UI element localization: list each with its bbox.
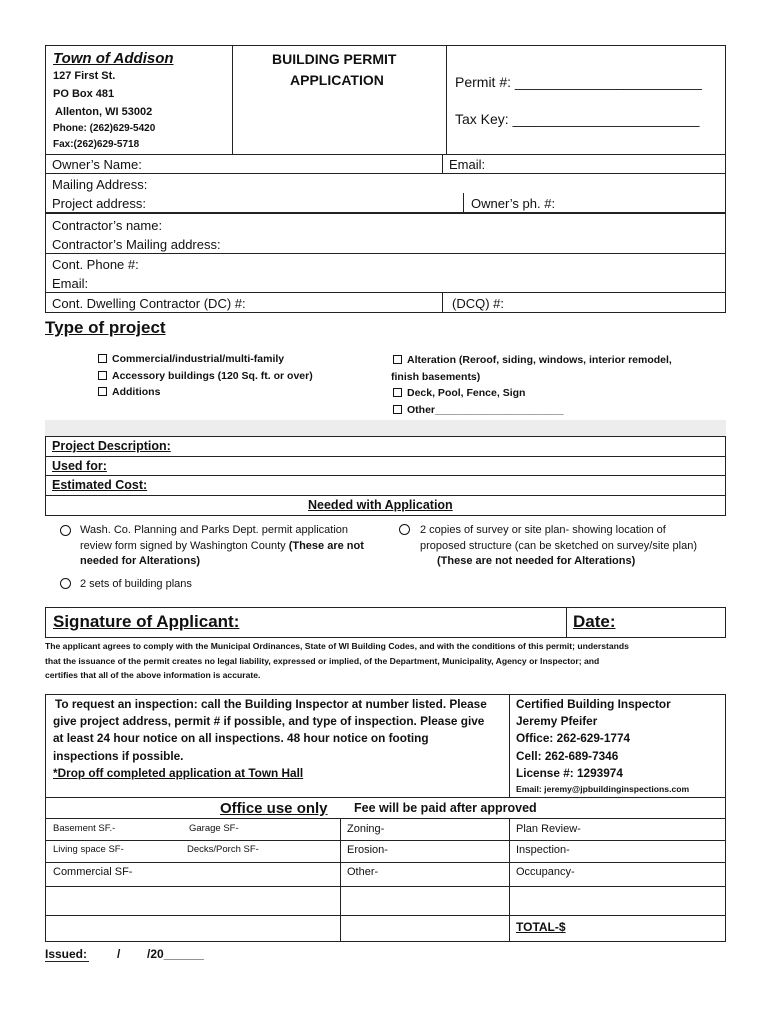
inspection-instructions-line1: To request an inspection: call the Building Inspector at number listed. Please [55,697,487,711]
needed-item-survey-line3: (These are not needed for Alterations) [437,555,636,567]
option-accessory-label: Accessory buildings (120 Sq. ft. or over) [112,370,313,382]
zoning-field[interactable]: Zoning- [347,823,385,835]
agreement-text-line3: certifies that all of the above information is accurate. [45,670,261,680]
checkbox-icon[interactable] [98,371,107,380]
needed-item-county-form-line2 [80,541,364,552]
needed-item-building-plans: 2 sets of building plans [80,578,192,590]
dwelling-contractor-field[interactable]: Cont. Dwelling Contractor (DC) #: [52,296,246,311]
needed-item-county-form-note: (These are not [288,540,364,552]
decks-porch-sf-field[interactable]: Decks/Porch SF- [187,844,259,855]
erosion-field[interactable]: Erosion- [347,844,388,856]
dcq-field[interactable]: (DCQ) #: [452,296,504,311]
checkbox-icon[interactable] [393,405,402,414]
inspector-license: License #: 1293974 [516,766,623,780]
owner-name-field[interactable]: Owner’s Name: [52,157,142,172]
town-address-line3: Allenton, WI 53002 [55,106,153,118]
office-use-heading: Office use only [220,800,328,817]
fee-note: Fee will be paid after approved [354,801,537,815]
owner-mailing-field[interactable]: Mailing Address: [52,177,148,192]
needed-item-survey: 2 copies of survey or site plan- showing location of [420,524,666,536]
option-additions[interactable] [98,387,160,398]
option-commercial[interactable] [98,354,284,365]
inspector-name: Jeremy Pfeifer [516,714,598,728]
project-description-field[interactable]: Project Description: [52,439,171,453]
agreement-text-line2: that the issuance of the permit creates no legal liability, expressed or implied, of the Department, Municipality, Agency or Inspector; and [45,656,600,666]
checkbox-icon[interactable] [98,387,107,396]
town-address-line2: PO Box 481 [53,88,115,100]
signature-of-applicant-field[interactable]: Signature of Applicant: [53,612,240,631]
radio-circle-icon[interactable] [399,524,410,535]
contractor-email-field[interactable]: Email: [52,276,89,291]
type-of-project-heading: Type of project [45,318,166,337]
tax-key-field[interactable]: Tax Key: ________________________ [455,111,700,127]
drop-off-notice: *Drop off completed application at Town Hall [53,766,304,780]
owner-email-field[interactable]: Email: [449,157,486,172]
garage-sf-field[interactable]: Garage SF- [189,823,239,834]
option-commercial-label: Commercial/industrial/multi-family [112,353,285,365]
inspection-instructions-line2: give project address, permit # if possible, and type of inspection. Please give [53,714,485,728]
contractor-mailing-field[interactable]: Contractor’s Mailing address: [52,237,221,252]
town-address-line1: 127 First St. [53,70,116,82]
owner-phone-field[interactable]: Owner’s ph. #: [471,196,556,211]
basement-sf-field[interactable]: Basement SF.- [53,823,116,834]
needed-item-survey-line2: proposed structure (can be sketched on survey/site plan) [420,540,697,552]
option-accessory[interactable] [98,371,313,382]
needed-item-county-form: Wash. Co. Planning and Parks Dept. permit application [80,524,349,536]
checkbox-icon[interactable] [393,388,402,397]
town-name: Town of Addison [53,50,174,67]
signature-date-field[interactable]: Date: [573,612,616,631]
inspector-email: Email: jeremy@jpbuildinginspections.com [516,784,690,794]
option-alteration-label: Alteration (Reroof, siding, windows, interior remodel, [407,354,672,366]
form-title-line2: APPLICATION [290,72,384,88]
issued-date: / /20______ [117,947,204,961]
commercial-sf-field[interactable]: Commercial SF- [53,866,133,878]
inspection-instructions-line3: at least 24 hour notice on all inspections. 48 hour notice on footing [53,731,429,745]
issued-label: Issued: [45,947,88,961]
living-space-sf-field[interactable]: Living space SF- [53,844,124,855]
inspector-office-phone: Office: 262-629-1774 [516,731,631,745]
inspector-title: Certified Building Inspector [516,697,671,711]
description-shading [45,420,726,436]
option-other[interactable] [393,405,563,416]
radio-circle-icon[interactable] [60,578,71,589]
estimated-cost-field[interactable]: Estimated Cost: [52,478,148,492]
project-address-field[interactable]: Project address: [52,196,146,211]
option-additions-label: Additions [112,386,161,398]
inspector-cell-phone: Cell: 262-689-7346 [516,749,619,763]
town-fax: Fax:(262)629-5718 [53,139,140,150]
town-phone: Phone: (262)629-5420 [53,123,156,134]
option-other-label: Other______________________ [407,404,564,416]
permit-number-field[interactable]: Permit #: ________________________ [455,74,702,90]
occupancy-field[interactable]: Occupancy- [516,866,575,878]
option-alteration[interactable] [393,355,672,366]
radio-circle-icon[interactable] [60,525,71,536]
checkbox-icon[interactable] [393,355,402,364]
form-title-line1: BUILDING PERMIT [272,51,397,67]
checkbox-icon[interactable] [98,354,107,363]
used-for-field[interactable]: Used for: [52,459,107,473]
plan-review-field[interactable]: Plan Review- [516,823,581,835]
needed-item-county-form-text: review form signed by Washington County [80,540,289,552]
option-deck-label: Deck, Pool, Fence, Sign [407,387,526,399]
option-deck[interactable] [393,388,525,399]
needed-item-county-form-line3: needed for Alterations) [80,555,200,567]
inspection-instructions-line4: inspections if possible. [53,749,184,763]
total-fee-field[interactable]: TOTAL-$ [516,920,566,934]
agreement-text-line1: The applicant agrees to comply with the Municipal Ordinances, State of WI Building Codes, and with the conditions of this permit; understands [45,641,629,651]
contractor-name-field[interactable]: Contractor’s name: [52,218,163,233]
other-fee-field[interactable]: Other- [347,866,379,878]
option-alteration-cont: finish basements) [391,371,481,383]
needed-with-application-heading: Needed with Application [308,498,453,512]
issued-underline [45,961,89,962]
contractor-phone-field[interactable]: Cont. Phone #: [52,257,139,272]
issued-field[interactable] [45,948,204,960]
inspection-fee-field[interactable]: Inspection- [516,844,570,856]
